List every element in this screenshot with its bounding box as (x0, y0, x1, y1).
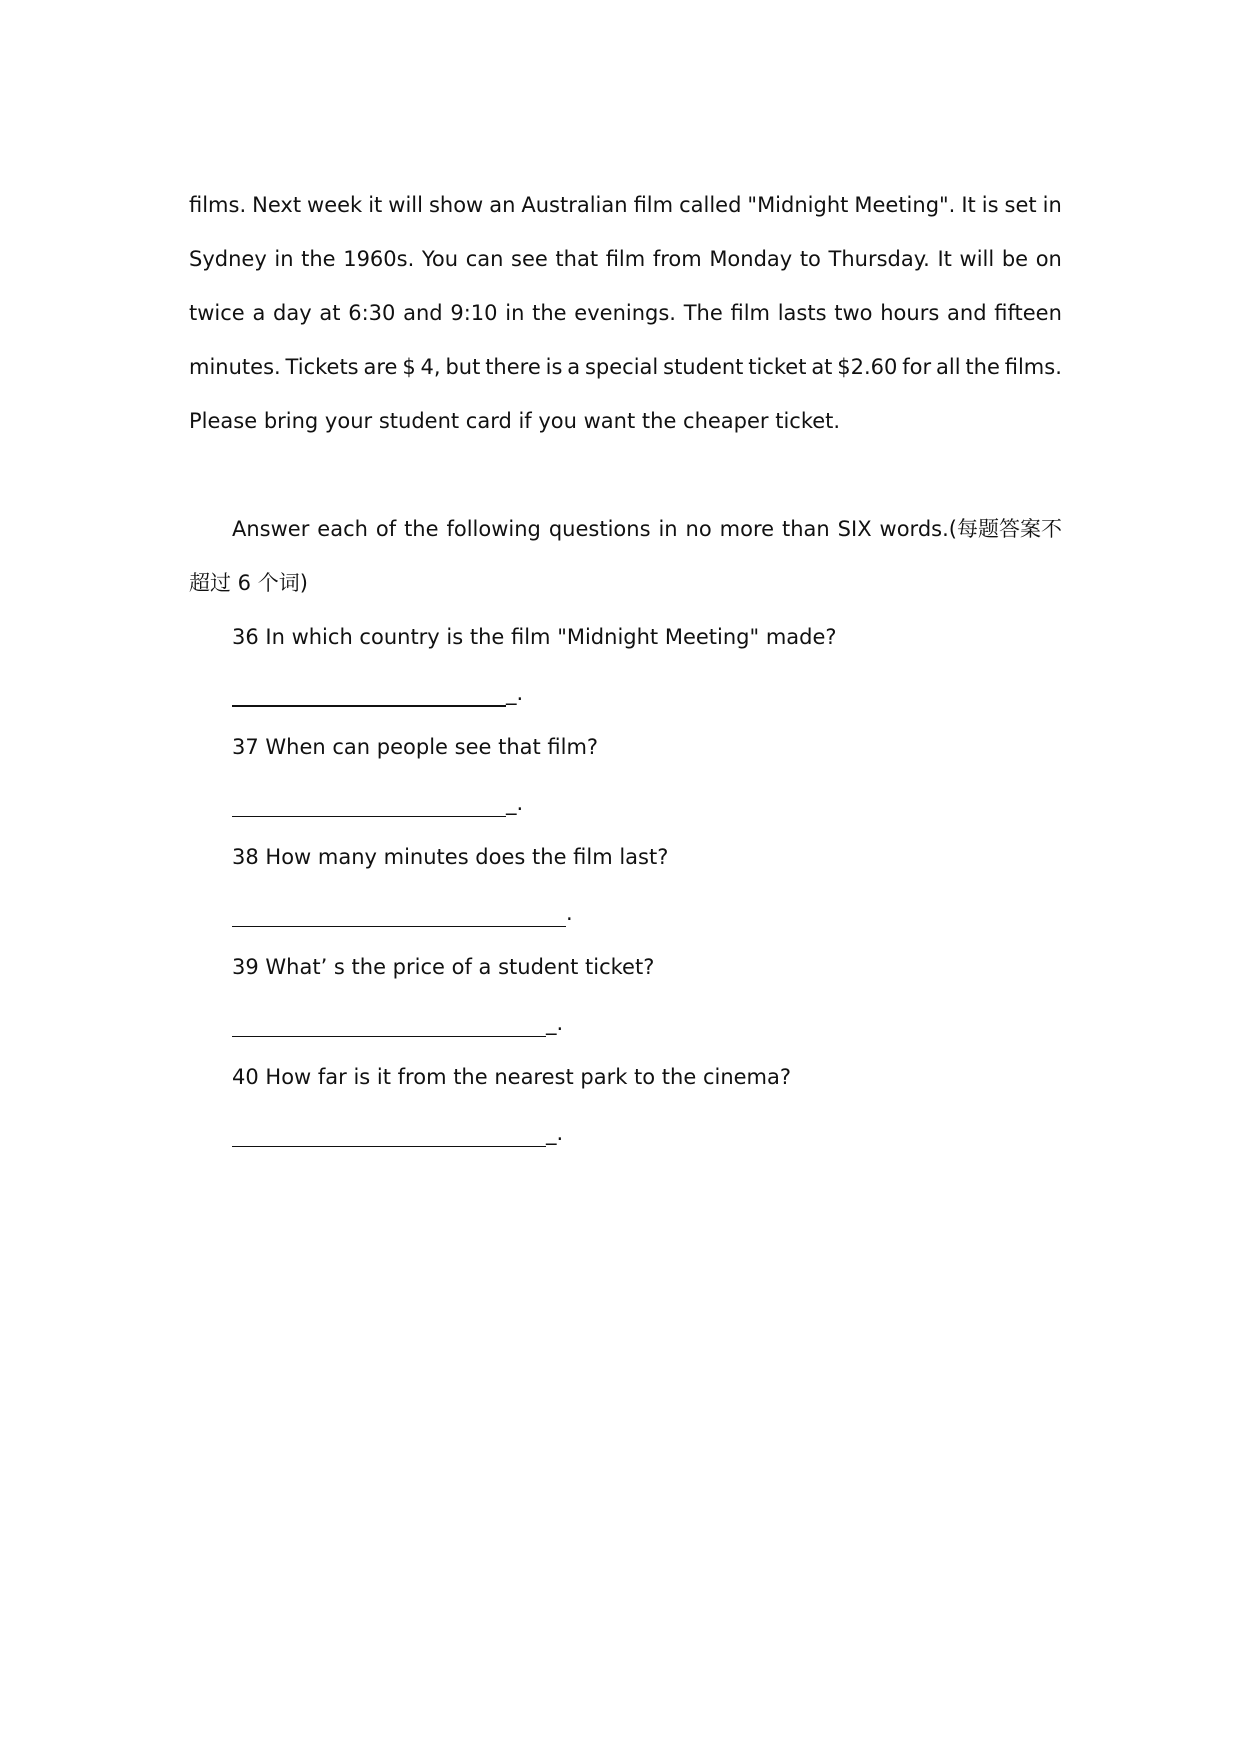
answer-line-39[interactable] (232, 1009, 563, 1037)
word: following (446, 517, 541, 541)
word: than (782, 517, 830, 541)
word: You (421, 247, 459, 271)
word: twice (189, 301, 245, 325)
answer-blank[interactable] (232, 796, 506, 817)
word: more (719, 517, 775, 541)
word: lasts (777, 301, 827, 325)
word: all (936, 355, 961, 379)
word: but (445, 355, 481, 379)
word: evenings. (574, 301, 676, 325)
passage-line (189, 191, 1062, 219)
word: the (301, 247, 336, 271)
word: words.(每题答案不 (879, 517, 1062, 541)
answer-line-end: . (566, 901, 573, 925)
answer-blank[interactable] (232, 1126, 546, 1147)
word: It (961, 193, 976, 217)
answer-line-36[interactable] (232, 679, 523, 707)
word: a (252, 301, 266, 325)
instructions-line: 超过 6 个词) (189, 571, 308, 595)
word: set (1004, 193, 1037, 217)
word: $ (402, 355, 416, 379)
question-36: 36 In which country is the film "Midnight Meeting" made? (232, 625, 837, 649)
word: films. (1004, 355, 1062, 379)
word: It (937, 247, 952, 271)
word: the (965, 355, 1000, 379)
passage-line: Please bring your student card if you want the cheaper ticket. (189, 409, 841, 433)
word: in (658, 517, 678, 541)
word: that (555, 247, 599, 271)
instructions-line (232, 515, 1062, 543)
question-39: 39 What’ s the price of a student ticket? (232, 955, 655, 979)
word: Next (252, 193, 302, 217)
answer-line-38[interactable] (232, 899, 573, 927)
word: can (465, 247, 504, 271)
word: week (307, 193, 363, 217)
word: Australian (521, 193, 628, 217)
word: and (403, 301, 443, 325)
word: SIX (837, 517, 872, 541)
word: see (511, 247, 548, 271)
word: "Midnight (747, 193, 849, 217)
answer-line-end: _. (506, 681, 524, 705)
word: $2.60 (837, 355, 898, 379)
answer-line-40[interactable] (232, 1119, 563, 1147)
word: at (811, 355, 833, 379)
word: day (273, 301, 312, 325)
question-37: 37 When can people see that film? (232, 735, 599, 759)
word: film (730, 301, 770, 325)
word: the (404, 517, 439, 541)
word: film (605, 247, 646, 271)
passage-line (189, 353, 1062, 381)
answer-line-end: _. (506, 791, 524, 815)
word: and (947, 301, 987, 325)
question-40: 40 How far is it from the nearest park to the cinema? (232, 1065, 792, 1089)
word: an (489, 193, 516, 217)
word: hours (880, 301, 940, 325)
word: it (368, 193, 383, 217)
word: no (685, 517, 712, 541)
passage-line (189, 299, 1062, 327)
word: to (799, 247, 821, 271)
word: the (532, 301, 567, 325)
word: 4, (420, 355, 441, 379)
word: films. (189, 193, 247, 217)
word: will (959, 247, 995, 271)
word: Meeting". (854, 193, 956, 217)
answer-line-end: _. (546, 1011, 564, 1035)
word: Thursday. (828, 247, 930, 271)
word: Answer (232, 517, 310, 541)
word: at (319, 301, 341, 325)
word: is (545, 355, 563, 379)
word: two (834, 301, 873, 325)
word: film (633, 193, 674, 217)
word: for (902, 355, 932, 379)
word: student (663, 355, 744, 379)
word: Tickets (285, 355, 359, 379)
passage-line (189, 245, 1062, 273)
word: fifteen (994, 301, 1062, 325)
word: a (567, 355, 581, 379)
word: called (679, 193, 742, 217)
word: in (1042, 193, 1062, 217)
word: each (317, 517, 368, 541)
word: from (652, 247, 702, 271)
answer-line-end: _. (546, 1121, 564, 1145)
word: questions (548, 517, 651, 541)
word: there (485, 355, 541, 379)
word: Monday (709, 247, 793, 271)
word: will (388, 193, 423, 217)
word: Sydney (189, 247, 267, 271)
word: minutes. (189, 355, 281, 379)
answer-blank[interactable] (232, 906, 566, 927)
word: ticket (748, 355, 807, 379)
word: show (428, 193, 484, 217)
word: are (363, 355, 398, 379)
question-38: 38 How many minutes does the film last? (232, 845, 669, 869)
answer-blank[interactable] (232, 685, 506, 707)
word: The (683, 301, 723, 325)
word: special (584, 355, 659, 379)
word: is (981, 193, 999, 217)
word: on (1035, 247, 1062, 271)
word: 1960s. (343, 247, 415, 271)
word: in (505, 301, 525, 325)
word: 6:30 (348, 301, 396, 325)
word: be (1001, 247, 1029, 271)
word: of (375, 517, 397, 541)
answer-line-37[interactable] (232, 789, 523, 817)
answer-blank[interactable] (232, 1016, 546, 1037)
word: in (274, 247, 294, 271)
word: 9:10 (450, 301, 498, 325)
